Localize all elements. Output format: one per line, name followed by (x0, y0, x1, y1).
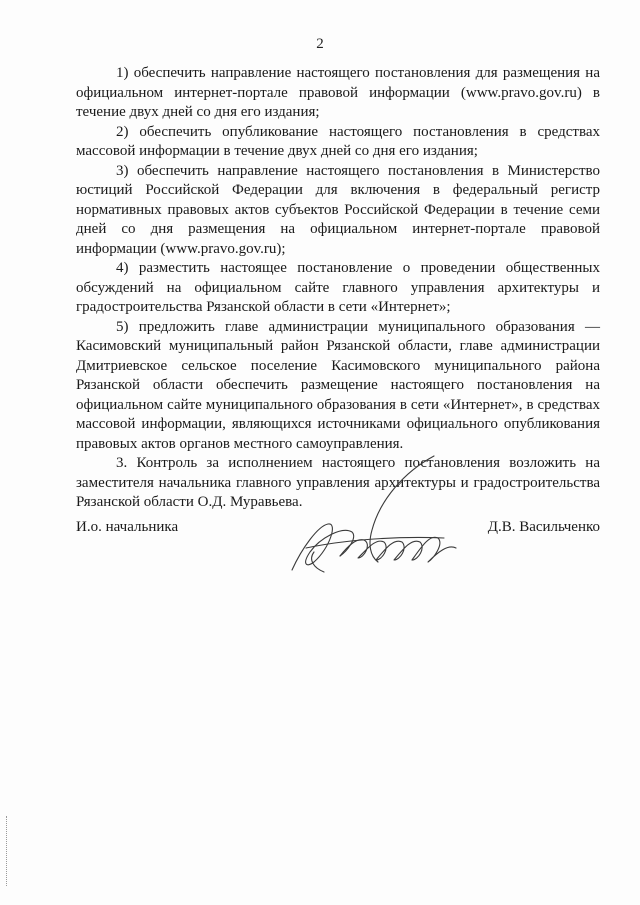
paragraph-control: 3. Контроль за исполнением настоящего постановления возложить на заместителя начальника главного управления архитектуры и градостроительства Рязанской области О.Д. Муравьева. (76, 455, 600, 510)
paragraph-item-1: 1) обеспечить направление настоящего постановления для размещения на официальном интернет-портале правовой информации (www.pravo.gov.ru) в течение двух дней со дня его издания; (76, 65, 600, 120)
handwritten-signature-icon (284, 452, 464, 582)
scan-edge-mark (6, 816, 9, 886)
paragraph-item-5: 5) предложить главе администрации муниципального образования — Касимовский муниципальный район Рязанской области, главе администрации Дмитриевское сельское поселение Касимовского муниципального района Рязанской области обеспечить размещение настоящего постановления на официальном сайте муниципального образования в сети «Интернет», в средствах массовой информации, являющихся источниками официального опубликования правовых актов органов местного самоуправления. (76, 318, 600, 452)
paragraph-item-4: 4) разместить настоящее постановление о проведении общественных обсуждений на официальном сайте главного управления архитектуры и градостроительства Рязанской области в сети «Интернет»; (76, 260, 600, 315)
signer-position: И.о. начальника (76, 519, 179, 535)
paragraph-item-2: 2) обеспечить опубликование настоящего постановления в средствах массовой информации в течение двух дней со дня его издания; (76, 123, 600, 159)
paragraph-item-3: 3) обеспечить направление настоящего постановления в Министерство юстиций Российской Федерации для включения в федеральный регистр нормативных правовых актов субъектов Российской Федерации в течение семи дней со дня размещения на официальном интернет-портале правовой информации (www.pravo.gov.ru); (76, 162, 600, 257)
signer-name: Д.В. Васильченко (487, 519, 600, 535)
page-number: 2 (316, 36, 324, 52)
document-body (76, 64, 600, 513)
